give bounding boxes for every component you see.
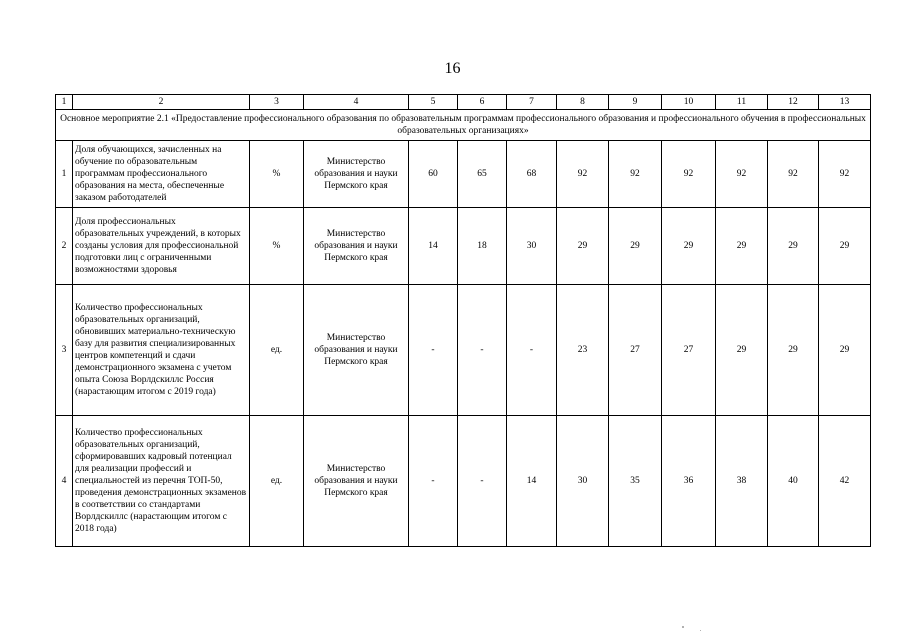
- value-cell: 14: [507, 416, 557, 547]
- column-number: 1: [56, 95, 73, 110]
- row-number: 4: [56, 416, 73, 547]
- value-cell: 92: [609, 141, 662, 208]
- value-cell: 92: [768, 141, 819, 208]
- scan-speck: [682, 626, 684, 628]
- value-cell: 35: [609, 416, 662, 547]
- value-cell: 92: [819, 141, 871, 208]
- unit-cell: ед.: [250, 416, 304, 547]
- value-cell: 60: [409, 141, 458, 208]
- column-number: 8: [557, 95, 609, 110]
- page-number: 16: [444, 60, 461, 77]
- row-number: 1: [56, 141, 73, 208]
- column-number: 6: [458, 95, 507, 110]
- column-number: 2: [73, 95, 250, 110]
- indicator-name: Доля обучающихся, зачисленных на обучение по образовательным программам профессионального образования на места, обеспеченные заказом работодателей: [73, 141, 250, 208]
- column-number: 11: [716, 95, 768, 110]
- column-number: 4: [304, 95, 409, 110]
- value-cell: 14: [409, 208, 458, 285]
- table-row: [56, 141, 871, 208]
- unit-cell: %: [250, 208, 304, 285]
- table-row: [56, 208, 871, 285]
- value-cell: 27: [609, 285, 662, 416]
- column-number: 7: [507, 95, 557, 110]
- column-numbers-row: [56, 95, 871, 110]
- indicator-name: Количество профессиональных образовательных организаций, сформировавших кадровый потенциал для реализации профессий и специальностей из перечня ТОП-50, проведения демонстрационных экзаменов в соответствии со стандартами Ворлдскиллс (нарастающим итогом с 2018 года): [73, 416, 250, 547]
- column-number: 5: [409, 95, 458, 110]
- responsible-cell: Министерство образования и науки Пермского края: [304, 285, 409, 416]
- value-cell: 27: [662, 285, 716, 416]
- responsible-cell: Министерство образования и науки Пермского края: [304, 416, 409, 547]
- value-cell: -: [409, 285, 458, 416]
- value-cell: -: [458, 416, 507, 547]
- column-number: 9: [609, 95, 662, 110]
- row-number: 2: [56, 208, 73, 285]
- column-number: 10: [662, 95, 716, 110]
- value-cell: 29: [609, 208, 662, 285]
- indicator-name: Доля профессиональных образовательных учреждений, в которых созданы условия для профессиональной подготовки лиц с ограниченными возможностями здоровья: [73, 208, 250, 285]
- value-cell: 65: [458, 141, 507, 208]
- scan-speck: [700, 630, 701, 631]
- responsible-cell: Министерство образования и науки Пермского края: [304, 141, 409, 208]
- value-cell: 68: [507, 141, 557, 208]
- section-title: Основное мероприятие 2.1 «Предоставление профессионального образования по образовательным программам профессионального образования и профессионального обучения в профессиональных образовательных организациях»: [56, 110, 871, 141]
- value-cell: 42: [819, 416, 871, 547]
- value-cell: 29: [557, 208, 609, 285]
- column-number: 13: [819, 95, 871, 110]
- value-cell: 30: [557, 416, 609, 547]
- value-cell: 92: [716, 141, 768, 208]
- value-cell: 29: [819, 208, 871, 285]
- value-cell: 18: [458, 208, 507, 285]
- value-cell: 29: [716, 285, 768, 416]
- value-cell: 29: [662, 208, 716, 285]
- unit-cell: ед.: [250, 285, 304, 416]
- value-cell: 29: [819, 285, 871, 416]
- row-number: 3: [56, 285, 73, 416]
- indicator-name: Количество профессиональных образовательных организаций, обновивших материально-техническую базу для развития специализированных центров компетенций и сдачи демонстрационного экзамена с учетом опыта Союза Ворлдскиллс Россия (нарастающим итогом с 2019 года): [73, 285, 250, 416]
- section-row: [56, 110, 871, 141]
- indicators-table: [55, 94, 871, 547]
- value-cell: 23: [557, 285, 609, 416]
- value-cell: 29: [716, 208, 768, 285]
- table-row: [56, 416, 871, 547]
- responsible-cell: Министерство образования и науки Пермского края: [304, 208, 409, 285]
- value-cell: 40: [768, 416, 819, 547]
- value-cell: 38: [716, 416, 768, 547]
- value-cell: 29: [768, 285, 819, 416]
- value-cell: 92: [662, 141, 716, 208]
- value-cell: -: [507, 285, 557, 416]
- unit-cell: %: [250, 141, 304, 208]
- value-cell: 92: [557, 141, 609, 208]
- table-row: [56, 285, 871, 416]
- value-cell: 29: [768, 208, 819, 285]
- column-number: 12: [768, 95, 819, 110]
- value-cell: -: [458, 285, 507, 416]
- value-cell: 30: [507, 208, 557, 285]
- value-cell: -: [409, 416, 458, 547]
- value-cell: 36: [662, 416, 716, 547]
- column-number: 3: [250, 95, 304, 110]
